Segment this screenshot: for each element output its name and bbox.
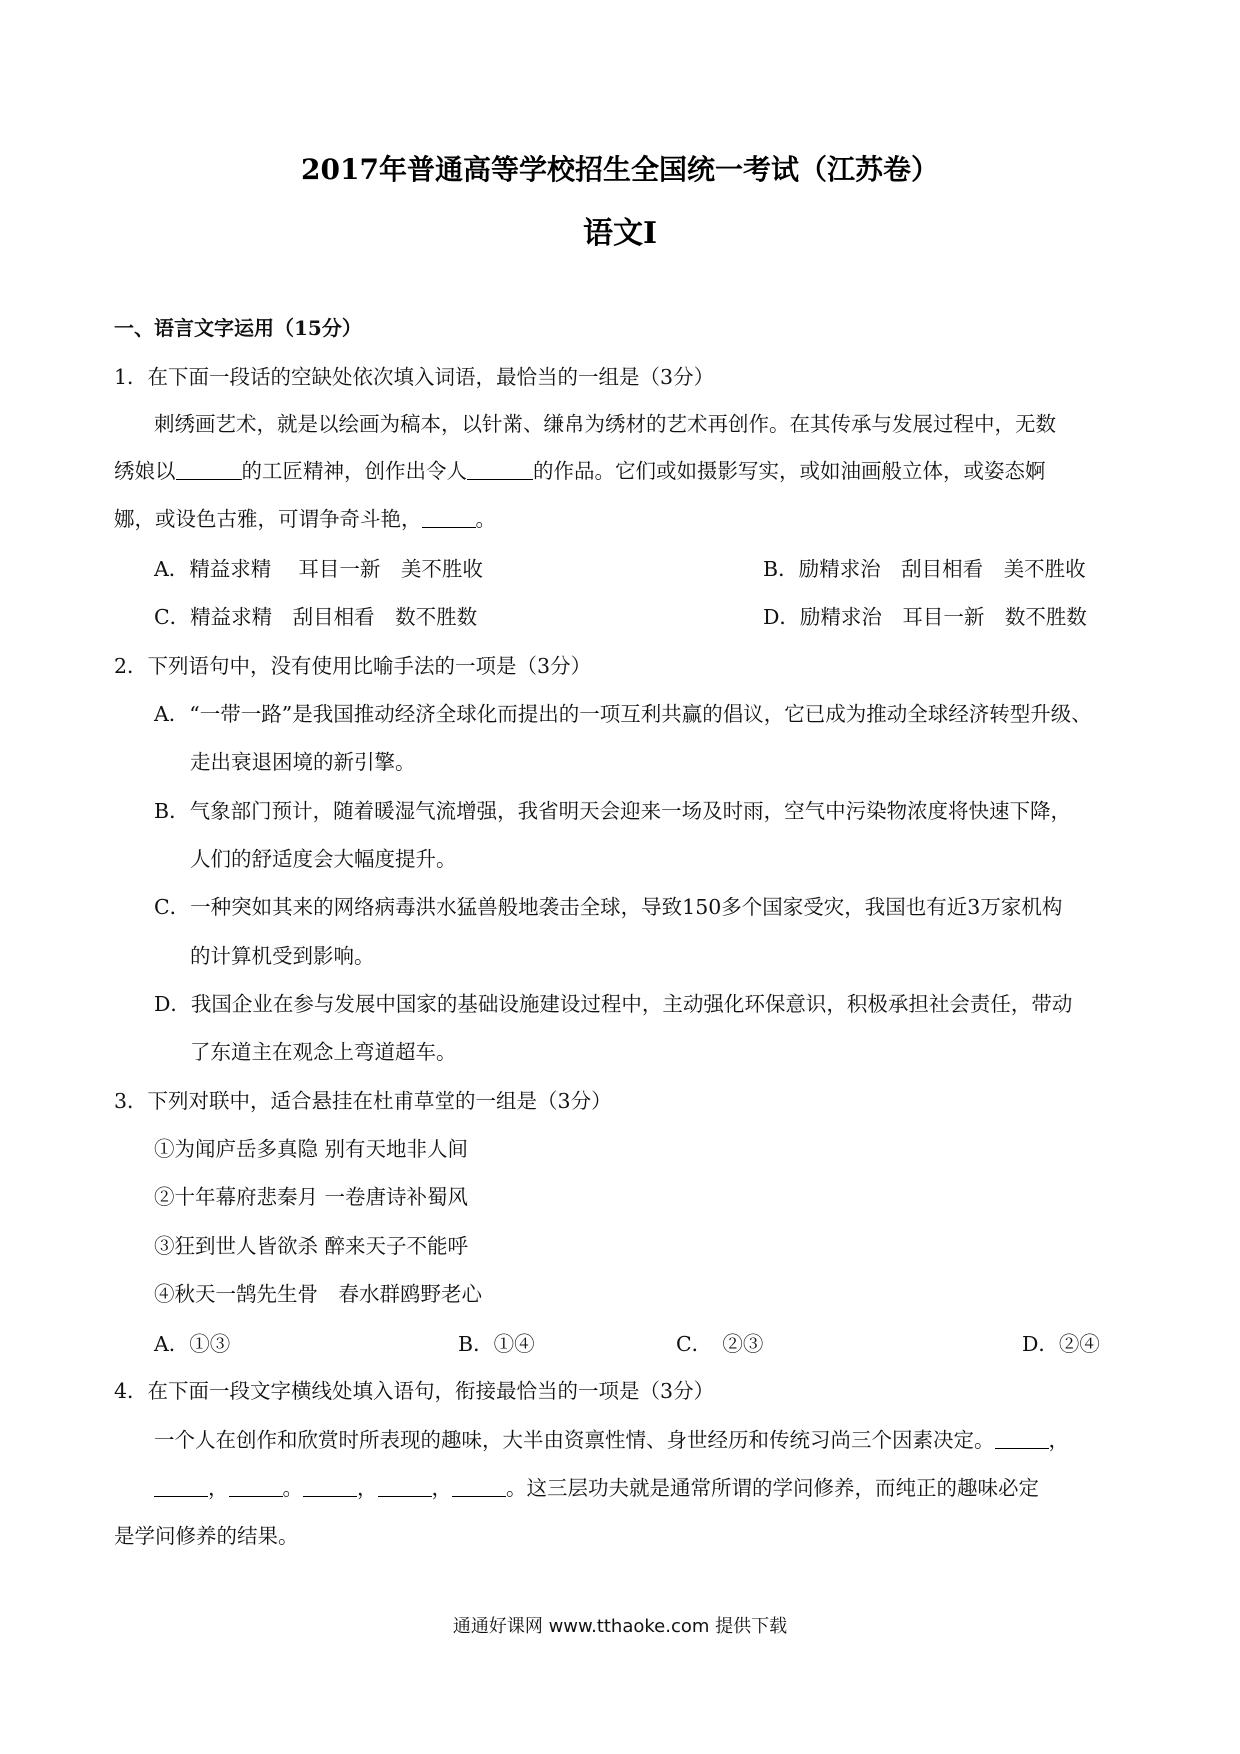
q4-text: 。	[282, 1476, 303, 1500]
q1-blank-3	[422, 507, 476, 528]
q4-blank-1	[995, 1428, 1049, 1449]
q4-blank-3	[229, 1476, 283, 1497]
q2-option-b-line1: B．气象部门预计，随着暖湿气流增强，我省明天会迎来一场及时雨，空气中污染物浓度将快速下降，	[154, 799, 1072, 823]
q1-blank-1	[176, 459, 242, 480]
q2-option-b-line2: 人们的舒适度会大幅度提升。	[190, 847, 457, 871]
q3-couplet-2: ②十年幕府悲秦月 一卷唐诗补蜀风	[154, 1185, 469, 1209]
q1-text: 的工匠精神，创作出令人	[241, 459, 467, 483]
exam-subtitle: 语文Ⅰ	[582, 216, 658, 251]
q3-couplet-1: ①为闻庐岳多真隐 别有天地非人间	[154, 1137, 469, 1161]
q3-option-c: C． ②③	[676, 1332, 764, 1356]
exam-title: 2017年普通高等学校招生全国统一考试（江苏卷）	[301, 153, 939, 186]
footer-download-notice: 通通好课网 www.tthaoke.com 提供下载	[452, 1616, 788, 1637]
q1-stem: 1．在下面一段话的空缺处依次填入词语，最恰当的一组是（3分）	[114, 365, 715, 389]
q3-option-d: D．②④	[1022, 1332, 1100, 1356]
q1-text: 绣娘以	[114, 459, 176, 483]
q1-option-a: A．精益求精 耳目一新 美不胜收	[154, 557, 483, 581]
q1-text: 。	[475, 507, 496, 531]
q4-text: 一个人在创作和欣赏时所表现的趣味，大半由资禀性情、身世经历和传统习尚三个因素决定。	[154, 1428, 995, 1452]
q1-text: 娜，或设色古雅，可谓争奇斗艳，	[114, 507, 422, 531]
q4-text: ，	[208, 1476, 229, 1500]
q2-option-d-line2: 了东道主在观念上弯道超车。	[190, 1040, 457, 1064]
q4-passage-line1	[154, 1426, 1069, 1454]
q1-option-c: C．精益求精 刮目相看 数不胜数	[154, 605, 478, 629]
q4-blank-5	[378, 1476, 432, 1497]
q1-passage-line3	[114, 505, 496, 533]
q4-text: 。这三层功夫就是通常所谓的学问修养，而纯正的趣味必定	[506, 1476, 1039, 1500]
q4-passage-line3: 是学问修养的结果。	[114, 1524, 299, 1548]
q4-blank-4	[303, 1476, 357, 1497]
q2-stem: 2．下列语句中，没有使用比喻手法的一项是（3分）	[114, 654, 592, 678]
q1-passage-line2	[114, 457, 1046, 485]
q4-blank-6	[452, 1476, 506, 1497]
q2-option-c-line2: 的计算机受到影响。	[190, 944, 375, 968]
q4-text: ，	[431, 1476, 452, 1500]
q1-blank-2	[467, 459, 533, 480]
q3-couplet-3: ③狂到世人皆欲杀 醉来天子不能呼	[154, 1234, 469, 1258]
q3-option-b: B．①④	[458, 1332, 535, 1356]
q2-option-c-line1: C．一种突如其来的网络病毒洪水猛兽般地袭击全球，导致150多个国家受灾，我国也有近3万家机构	[154, 895, 1063, 919]
q3-option-a: A．①③	[154, 1332, 231, 1356]
q4-passage-line2	[154, 1474, 1039, 1502]
q4-text: ，	[357, 1476, 378, 1500]
q2-option-a-line1: A．“一带一路”是我国推动经济全球化而提出的一项互利共赢的倡议，它已成为推动全球经济转型升级、	[154, 702, 1092, 726]
q3-couplet-4: ④秋天一鹄先生骨 春水群鸥野老心	[154, 1282, 482, 1306]
q2-option-d-line1: D．我国企业在参与发展中国家的基础设施建设过程中，主动强化环保意识，积极承担社会责任，带动	[154, 992, 1073, 1016]
q1-text: 的作品。它们或如摄影写实，或如油画般立体，或姿态婀	[533, 459, 1046, 483]
q4-blank-2	[154, 1476, 208, 1497]
q4-stem: 4．在下面一段文字横线处填入语句，衔接最恰当的一项是（3分）	[114, 1379, 715, 1403]
q1-option-d: D．励精求治 耳目一新 数不胜数	[763, 605, 1087, 629]
section-heading: 一、语言文字运用（15分）	[114, 316, 362, 340]
q1-option-b: B．励精求治 刮目相看 美不胜收	[763, 557, 1086, 581]
q4-text: ，	[1048, 1428, 1069, 1452]
q1-passage-line1: 刺绣画艺术，就是以绘画为稿本，以针黹、缣帛为绣材的艺术再创作。在其传承与发展过程中，无数	[154, 412, 1056, 436]
q3-stem: 3．下列对联中，适合悬挂在杜甫草堂的一组是（3分）	[114, 1089, 612, 1113]
q2-option-a-line2: 走出衰退困境的新引擎。	[190, 750, 416, 774]
